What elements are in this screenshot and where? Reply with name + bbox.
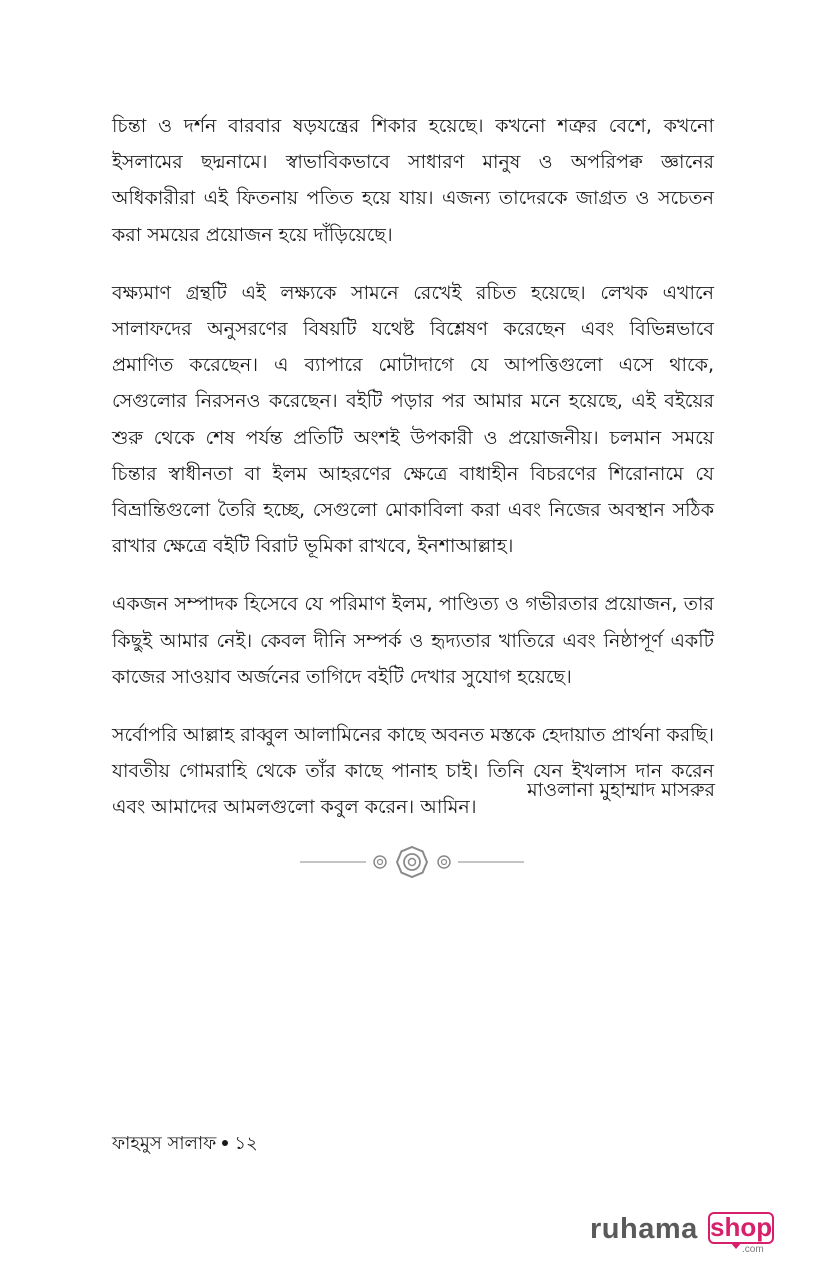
paragraph-3: একজন সম্পাদক হিসেবে যে পরিমাণ ইলম, পাণ্ডিত্য ও গভীরতার প্রয়োজন, তার কিছুই আমার নেই। কেবল দীনি সম্পর্ক ও হৃদ্যতার খাতিরে এবং নিষ্ঠাপূর্ণ একটি কাজের সাওয়াব অর্জনের তাগিদে বইটি দেখার সুযোগ হয়েছে। xyxy=(112,593,714,688)
paragraph-2: বক্ষ্যমাণ গ্রন্থটি এই লক্ষ্যকে সামনে রেখেই রচিত হয়েছে। লেখক এখানে সালাফদের অনুসরণের বিষয়টি যথেষ্ট বিশ্লেষণ করেছেন এবং বিভিন্নভাবে প্রমাণিত করেছেন। এ ব্যাপারে মোটাদাগে যে আপত্তিগুলো এসে থাকে, সেগুলোর নিরসনও করেছেন। বইটি পড়ার পর আমার মনে হয়েছে, এই বইয়ের শুরু থেকে শেষ পর্যন্ত প্রতিটি অংশই উপকারী ও প্রয়োজনীয়। চলমান সময়ে চিন্তার স্বাধীনতা বা ইলম আহরণের ক্ষেত্রে বাধাহীন বিচরণের শিরোনামে যে বিভ্রান্তিগুলো তৈরি হচ্ছে, সেগুলো মোকাবিলা করা এবং নিজের অবস্থান সঠিক রাখার ক্ষেত্রে বইটি বিরাট ভূমিকা রাখবে, ইনশাআল্লাহ। xyxy=(112,281,714,558)
editor-signature: মাওলানা মুহাম্মাদ মাসরুর xyxy=(527,779,715,801)
footer-book-title: ফাহমুস সালাফ xyxy=(112,1133,217,1154)
logo-text-com: .com xyxy=(742,1244,764,1255)
paragraph-1: চিন্তা ও দর্শন বারবার ষড়যন্ত্রের শিকার হয়েছে। কখনো শত্রুর বেশে, কখনো ইসলামের ছদ্মনামে। স্বাভাবিকভাবে সাধারণ মানুষ ও অপরিপক্ব জ্ঞানের অধিকারীরা এই ফিতনায় পতিত হয়ে যায়। এজন্য তাদেরকে জাগ্রত ও সচেতন করা সময়ের প্রয়োজন হয়ে দাঁড়িয়েছে। xyxy=(112,115,714,246)
paragraph-4: সর্বোপরি আল্লাহ রাব্বুল আলামিনের কাছে অবনত মস্তকে হেদায়াত প্রার্থনা করছি। যাবতীয় গোমরাহি থেকে তাঁর কাছে পানাহ চাই। তিনি যেন ইখলাস দান করেন এবং আমাদের আমলগুলো কবুল করেন। আমিন। xyxy=(112,724,714,819)
ruhamashop-logo xyxy=(590,1210,780,1256)
logo-text-shop: shop xyxy=(710,1212,773,1242)
page-number: ১২ xyxy=(234,1133,258,1154)
page-footer xyxy=(112,1130,258,1158)
bullet-icon xyxy=(222,1140,228,1146)
body-text xyxy=(112,108,714,848)
logo-shop-badge xyxy=(708,1212,774,1244)
ornament-divider-icon xyxy=(300,842,524,882)
logo-text-ruhama: ruhama xyxy=(590,1213,698,1245)
speech-tail-icon xyxy=(730,1242,742,1249)
